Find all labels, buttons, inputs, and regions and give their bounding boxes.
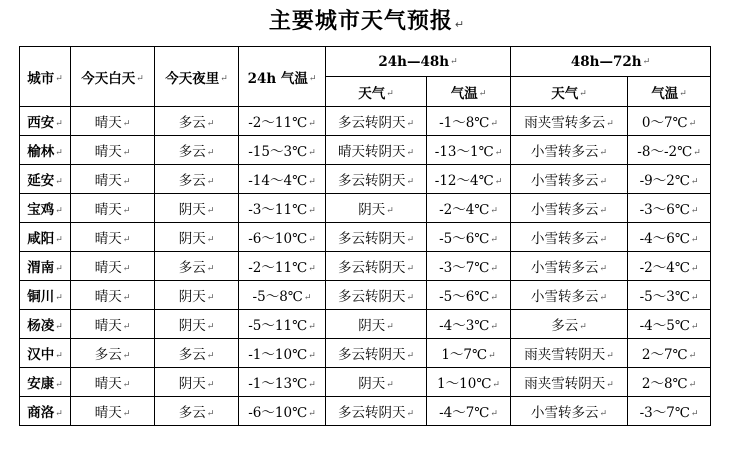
cell-temp-24h: -15～3℃↵	[239, 136, 326, 165]
header-group-48-72h: 48h—72h↵	[511, 47, 711, 77]
table-row	[20, 339, 711, 368]
cell-today-night: 阴天↵	[155, 194, 239, 223]
cell-weather-72h: 小雪转多云↵	[511, 252, 628, 281]
cell-today-night: 阴天↵	[155, 310, 239, 339]
cell-temp-72h: -5～3℃↵	[628, 281, 711, 310]
cell-temp-24h: -2～11℃↵	[239, 107, 326, 136]
cell-city: 渭南↵	[20, 252, 71, 281]
cell-today-night: 多云↵	[155, 339, 239, 368]
cell-temp-72h: -3～7℃↵	[628, 397, 711, 426]
cell-temp-48h: -2～4℃↵	[427, 194, 511, 223]
cell-temp-48h: -5～6℃↵	[427, 223, 511, 252]
header-today-night: 今天夜里↵	[155, 47, 239, 107]
cell-city: 咸阳↵	[20, 223, 71, 252]
cell-city: 西安↵	[20, 107, 71, 136]
cell-city: 安康↵	[20, 368, 71, 397]
cell-city: 宝鸡↵	[20, 194, 71, 223]
cell-temp-24h: -6～10℃↵	[239, 223, 326, 252]
cell-temp-72h: -4～5℃↵	[628, 310, 711, 339]
cell-weather-72h: 小雪转多云↵	[511, 281, 628, 310]
header-temp-72h: 气温↵	[628, 77, 711, 107]
cell-weather-72h: 小雪转多云↵	[511, 194, 628, 223]
title-text: 主要城市天气预报	[268, 9, 453, 34]
header-city: 城市↵	[20, 47, 71, 107]
cell-weather-72h: 雨夹雪转阴天↵	[511, 368, 628, 397]
table-row	[20, 310, 711, 339]
cell-city: 杨凌↵	[20, 310, 71, 339]
cell-today-day: 多云↵	[71, 339, 155, 368]
cell-today-night: 阴天↵	[155, 368, 239, 397]
cell-weather-48h: 阴天↵	[326, 310, 427, 339]
cell-weather-72h: 雨夹雪转多云↵	[511, 107, 628, 136]
table-row	[20, 397, 711, 426]
weather-forecast-table	[19, 46, 711, 426]
cell-weather-72h: 小雪转多云↵	[511, 165, 628, 194]
cell-weather-48h: 多云转阴天↵	[326, 339, 427, 368]
cell-temp-24h: -3～11℃↵	[239, 194, 326, 223]
cell-today-day: 晴天↵	[71, 281, 155, 310]
cell-temp-24h: -5～11℃↵	[239, 310, 326, 339]
cell-temp-24h: -2～11℃↵	[239, 252, 326, 281]
cell-today-night: 多云↵	[155, 252, 239, 281]
cell-temp-48h: 1～10℃↵	[427, 368, 511, 397]
cell-temp-72h: -8～-2℃↵	[628, 136, 711, 165]
table-row	[20, 252, 711, 281]
cell-temp-48h: -4～7℃↵	[427, 397, 511, 426]
cell-weather-48h: 晴天转阴天↵	[326, 136, 427, 165]
cell-city: 榆林↵	[20, 136, 71, 165]
cell-today-night: 阴天↵	[155, 281, 239, 310]
cell-temp-48h: -1～8℃↵	[427, 107, 511, 136]
cell-weather-48h: 多云转阴天↵	[326, 223, 427, 252]
cell-today-night: 多云↵	[155, 165, 239, 194]
cell-temp-48h: -12～4℃↵	[427, 165, 511, 194]
cell-weather-72h: 雨夹雪转阴天↵	[511, 339, 628, 368]
cell-today-day: 晴天↵	[71, 310, 155, 339]
cell-weather-48h: 多云转阴天↵	[326, 107, 427, 136]
cell-temp-72h: -9～2℃↵	[628, 165, 711, 194]
table-row	[20, 165, 711, 194]
cell-weather-72h: 小雪转多云↵	[511, 136, 628, 165]
cell-city: 铜川↵	[20, 281, 71, 310]
cell-weather-48h: 多云转阴天↵	[326, 281, 427, 310]
cell-temp-48h: -5～6℃↵	[427, 281, 511, 310]
cell-weather-48h: 多云转阴天↵	[326, 165, 427, 194]
table-row	[20, 136, 711, 165]
cell-temp-48h: -4～3℃↵	[427, 310, 511, 339]
header-today-day: 今天白天↵	[71, 47, 155, 107]
cell-weather-48h: 多云转阴天↵	[326, 252, 427, 281]
cell-temp-72h: 2～8℃↵	[628, 368, 711, 397]
cell-weather-72h: 小雪转多云↵	[511, 223, 628, 252]
cell-temp-24h: -6～10℃↵	[239, 397, 326, 426]
cell-temp-72h: 0～7℃↵	[628, 107, 711, 136]
cell-city: 延安↵	[20, 165, 71, 194]
cell-today-day: 晴天↵	[71, 397, 155, 426]
header-group-24-48h: 24h—48h↵	[326, 47, 511, 77]
cell-weather-72h: 多云↵	[511, 310, 628, 339]
cell-city: 汉中↵	[20, 339, 71, 368]
cell-today-day: 晴天↵	[71, 368, 155, 397]
cell-temp-24h: -1～10℃↵	[239, 339, 326, 368]
header-temp-48h: 气温↵	[427, 77, 511, 107]
cell-temp-72h: -4～6℃↵	[628, 223, 711, 252]
cell-temp-48h: -3～7℃↵	[427, 252, 511, 281]
cell-weather-48h: 多云转阴天↵	[326, 397, 427, 426]
cell-temp-48h: 1～7℃↵	[427, 339, 511, 368]
cell-today-day: 晴天↵	[71, 107, 155, 136]
cell-temp-72h: -2～4℃↵	[628, 252, 711, 281]
cell-today-day: 晴天↵	[71, 223, 155, 252]
paragraph-mark: ↵	[454, 18, 466, 31]
cell-today-night: 多云↵	[155, 397, 239, 426]
cell-weather-48h: 阴天↵	[326, 368, 427, 397]
cell-today-night: 多云↵	[155, 107, 239, 136]
table-row	[20, 368, 711, 397]
cell-today-day: 晴天↵	[71, 194, 155, 223]
table-row	[20, 281, 711, 310]
page-title	[0, 4, 734, 35]
header-weather-72h: 天气↵	[511, 77, 628, 107]
cell-temp-72h: 2～7℃↵	[628, 339, 711, 368]
cell-temp-72h: -3～6℃↵	[628, 194, 711, 223]
header-row-top	[20, 47, 711, 77]
header-temp-24h: 24h 气温↵	[239, 47, 326, 107]
cell-temp-24h: -1～13℃↵	[239, 368, 326, 397]
header-weather-48h: 天气↵	[326, 77, 427, 107]
table-row	[20, 194, 711, 223]
cell-weather-72h: 小雪转多云↵	[511, 397, 628, 426]
cell-temp-24h: -14～4℃↵	[239, 165, 326, 194]
cell-temp-24h: -5～8℃↵	[239, 281, 326, 310]
cell-today-night: 多云↵	[155, 136, 239, 165]
cell-weather-48h: 阴天↵	[326, 194, 427, 223]
cell-city: 商洛↵	[20, 397, 71, 426]
cell-temp-48h: -13～1℃↵	[427, 136, 511, 165]
table-row	[20, 223, 711, 252]
cell-today-day: 晴天↵	[71, 252, 155, 281]
cell-today-day: 晴天↵	[71, 136, 155, 165]
cell-today-night: 阴天↵	[155, 223, 239, 252]
table-row	[20, 107, 711, 136]
cell-today-day: 晴天↵	[71, 165, 155, 194]
